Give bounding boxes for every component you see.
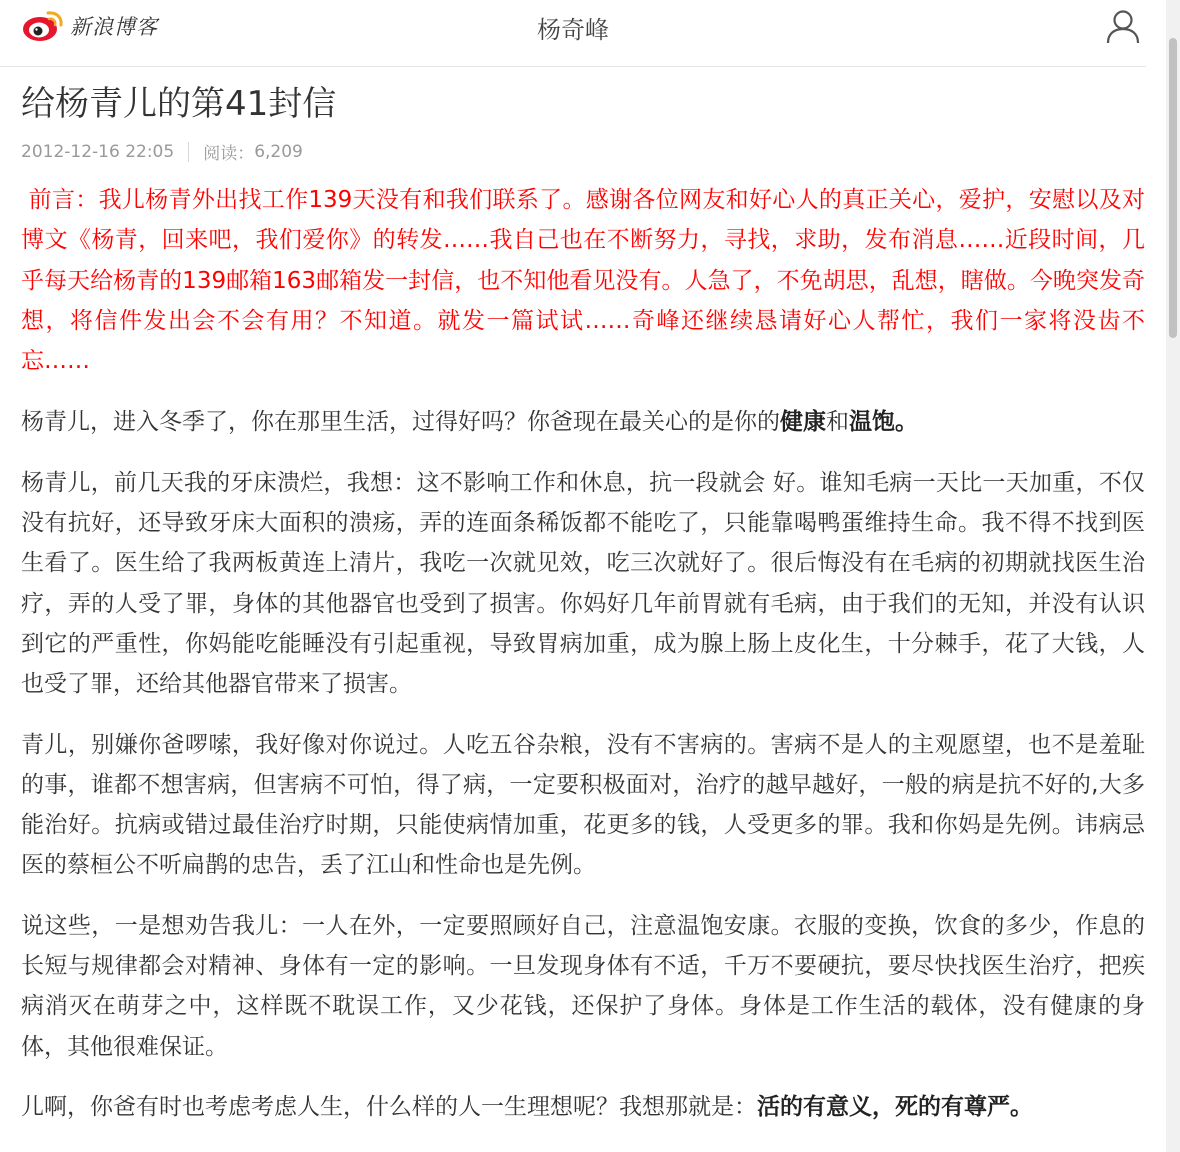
meta-divider [188,142,189,162]
p1-mid: 和 [826,409,849,436]
publish-date: 2012-12-16 22:05 [21,141,175,162]
article-meta [21,139,303,164]
read-count-label: 阅读： [203,144,255,164]
article-title: 给杨青儿的第41封信 [21,84,337,124]
p1-bold-warmth: 温饱。 [849,409,918,436]
blog-owner-name[interactable]: 杨奇峰 [537,16,609,44]
scrollbar-thumb[interactable] [1169,38,1177,338]
p1-text: 杨青儿，进入冬季了，你在那里生活，过得好吗？你爸现在最关心的是你的 [21,409,780,436]
p5-text: 儿啊，你爸有时也考虑考虑人生，什么样的人一生理想呢？我想那就是： [21,1093,757,1120]
p5-end: 。 [1010,1093,1033,1120]
preface-paragraph: 前言：我儿杨青外出找工作139天没有和我们联系了。感谢各位网友和好心人的真正关心，爱护，安慰以及对博文《杨青，回来吧，我们爱你》的转发……我自己也在不断努力，寻找，求助，发布消息……近段时间，几乎每天给杨青的139邮箱163邮箱发一封信，也不知他看见没有。人急了，不免胡思，乱想，瞎做。今晚突发奇想，将信件发出会不会有用？不知道。就发一篇试试……奇峰还继续恳请好心人帮忙，我们一家将没齿不忘…… [21,187,1146,375]
body-paragraph-4: 说这些，一是想劝告我儿：一人在外，一定要照顾好自己，注意温饱安康。衣服的变换，饮食的多少，作息的长短与规律都会对精神、身体有一定的影响。一旦发现身体有不适，千万不要硬抗，要尽快找医生治疗，把疾病消灭在萌芽之中，这样既不耽误工作，又少花钱，还保护了身体。身体是工作生活的载体，没有健康的身体，其他很难保证。 [21,912,1145,1060]
top-navigation-bar [0,0,1146,67]
p5-bold: 活的有意义，死的有尊严 [757,1093,1010,1120]
p1-bold-health: 健康 [780,409,826,436]
body-paragraph-2: 杨青儿，前几天我的牙床溃烂，我想：这不影响工作和休息，抗一段就会 好。谁知毛病一天比一天加重，不仅没有抗好，还导致牙床大面积的溃疡，弄的连面条稀饭都不能吃了，只能靠喝鸭蛋维持生命。我不得不找到医生看了。医生给了我两板黄连上清片，我吃一次就见效，吃三次就好了。很后悔没有在毛病的初期就找医生治疗，弄的人受了罪，身体的其他器官也受到了损害。你妈好几年前胃就有毛病，由于我们的无知，并没有认识到它的严重性，你妈能吃能睡没有引起重视，导致胃病加重，成为腺上肠上皮化生，十分棘手，花了大钱，人也受了罪，还给其他器官带来了损害。 [21,469,1145,698]
body-paragraph-1 [21,402,1145,442]
read-count: 6,209 [254,141,303,162]
body-paragraph-3: 青儿，别嫌你爸啰嗦，我好像对你说过。人吃五谷杂粮，没有不害病的。害病不是人的主观愿望，也不是羞耻的事，谁都不想害病，但害病不可怕，得了病，一定要积极面对，治疗的越早越好，一般的病是抗不好的,大多能治好。抗病或错过最佳治疗时期，只能使病情加重，花更多的钱，人受更多的罪。我和你妈是先例。讳病忌医的蔡桓公不听扁鹊的忠告，丢了江山和性命也是先例。 [21,731,1145,879]
user-avatar-icon[interactable] [1104,8,1142,44]
body-paragraph-5 [21,1087,1145,1127]
article-body [21,180,1145,1147]
logo-text: 新浪博客 [70,15,158,39]
